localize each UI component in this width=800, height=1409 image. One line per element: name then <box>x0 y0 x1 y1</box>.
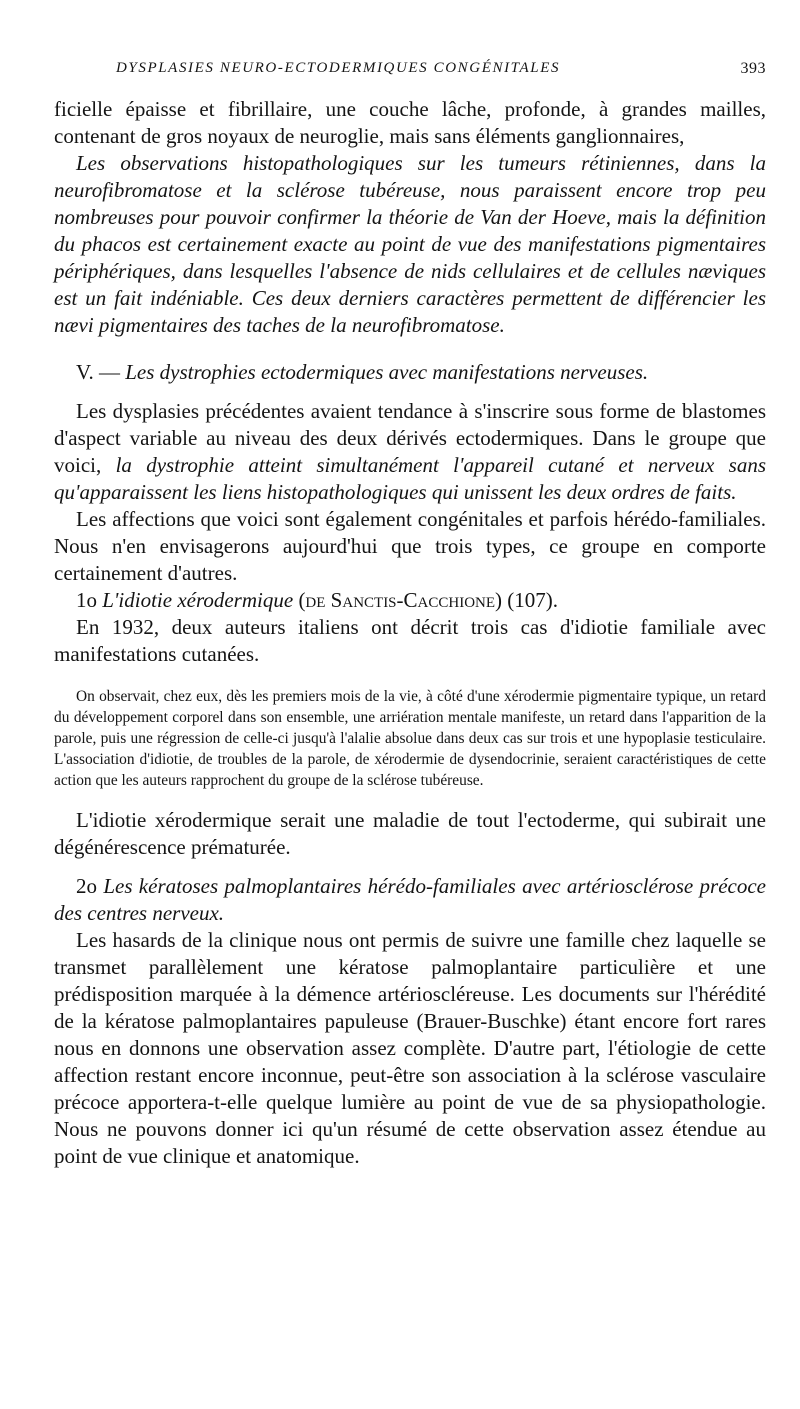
section-heading-v <box>54 359 766 386</box>
section-title: Les dystrophies ectodermiques avec manifestations nerveuses. <box>125 360 649 384</box>
running-title: DYSPLASIES NEURO-ECTODERMIQUES CONGÉNITALES <box>116 60 561 76</box>
paragraph-1932: En 1932, deux auteurs italiens ont décrit trois cas d'idiotie familiale avec manifestations cutanées. <box>54 615 766 666</box>
paragraph-dysplasies <box>54 398 766 506</box>
item-title: L'idiotie xérodermique <box>102 588 294 612</box>
running-header <box>54 60 766 86</box>
page-body <box>54 96 766 1170</box>
item-number: 2o <box>76 874 97 898</box>
paragraph-text: Les dysplasies précédentes avaient tendance à s'inscrire sous forme de blastomes d'aspect variable au niveau des deux dérivés ectodermiques. Dans le groupe que voici, <box>54 399 766 477</box>
paragraph-idiotie: L'idiotie xérodermique serait une maladie de tout l'ectoderme, qui subirait une dégénérescence prématurée. <box>54 808 766 859</box>
item-number: 1o <box>76 588 97 612</box>
item-title: Les kératoses palmoplantaires hérédo-familiales avec artériosclérose précoce des centres nerveux. <box>54 874 766 925</box>
paragraph-continuation: ficielle épaisse et fibrillaire, une couche lâche, profonde, à grandes mailles, contenant de gros noyaux de neuroglie, mais sans éléments ganglionnaires, <box>54 97 766 148</box>
item-heading-2 <box>54 873 766 927</box>
paragraph-emphasis: la dystrophie atteint simultanément l'appareil cutané et nerveux sans qu'apparaissent les liens histopathologiques qui unissent les deux ordres de faits. <box>54 453 766 504</box>
paragraph-affections: Les affections que voici sont également congénitales et parfois hérédo-familiales. Nous n'en envisagerons aujourd'hui que trois types, ce groupe en comporte certainement d'autres. <box>54 507 766 585</box>
paragraph-small-print: On observait, chez eux, dès les premiers mois de la vie, à côté d'une xérodermie pigmentaire typique, un retard du développement corporel dans son ensemble, une arriération mentale manifeste, un retard dans l'apparition de la parole, puis une régression de celle-ci jusqu'à l'alalie absolue dans deux cas sur trois et une hypoplasie testiculaire. L'association d'idiotie, de troubles de la parole, de xérodermie de dysendocrinie, seraient caractéristiques de cette action que les auteurs rapprochent du groupe de la sclérose tubéreuse. <box>54 688 766 789</box>
section-number: V. — <box>76 360 120 384</box>
item-authors: (de Sanctis-Cacchione) (107). <box>298 588 559 612</box>
item-heading-1 <box>54 587 766 614</box>
paragraph-observations: Les observations histopathologiques sur les tumeurs rétiniennes, dans la neurofibromatose et la sclérose tubéreuse, nous paraissent encore trop peu nombreuses pour pouvoir confirmer la théorie de Van der Hoeve, mais la définition du phacos est certainement exacte au point de vue des manifestations pigmentaires périphériques, dans lesquelles l'absence de nids cellulaires et de cellules næviques est un fait indéniable. Ces deux derniers caractères permettent de différencier les nævi pigmentaires des taches de la neurofibromatose. <box>54 151 766 337</box>
page-number: 393 <box>740 60 766 77</box>
paragraph-hasards: Les hasards de la clinique nous ont permis de suivre une famille chez laquelle se transmet parallèlement une kératose palmoplantaire particulière et une prédisposition marquée à la démence artérioscléreuse. Les documents sur l'hérédité de la kératose palmoplantaires papuleuse (Brauer-Buschke) étant encore fort rares nous en donnons une observation assez complète. D'autre part, l'étiologie de cette affection restant encore inconnue, peut-être son association à la sclérose vasculaire précoce apportera-t-elle quelque lumière au point de vue de sa physiopathologie. Nous ne pouvons donner ici qu'un résumé de cette observation assez étendue au point de vue clinique et anatomique. <box>54 928 766 1168</box>
